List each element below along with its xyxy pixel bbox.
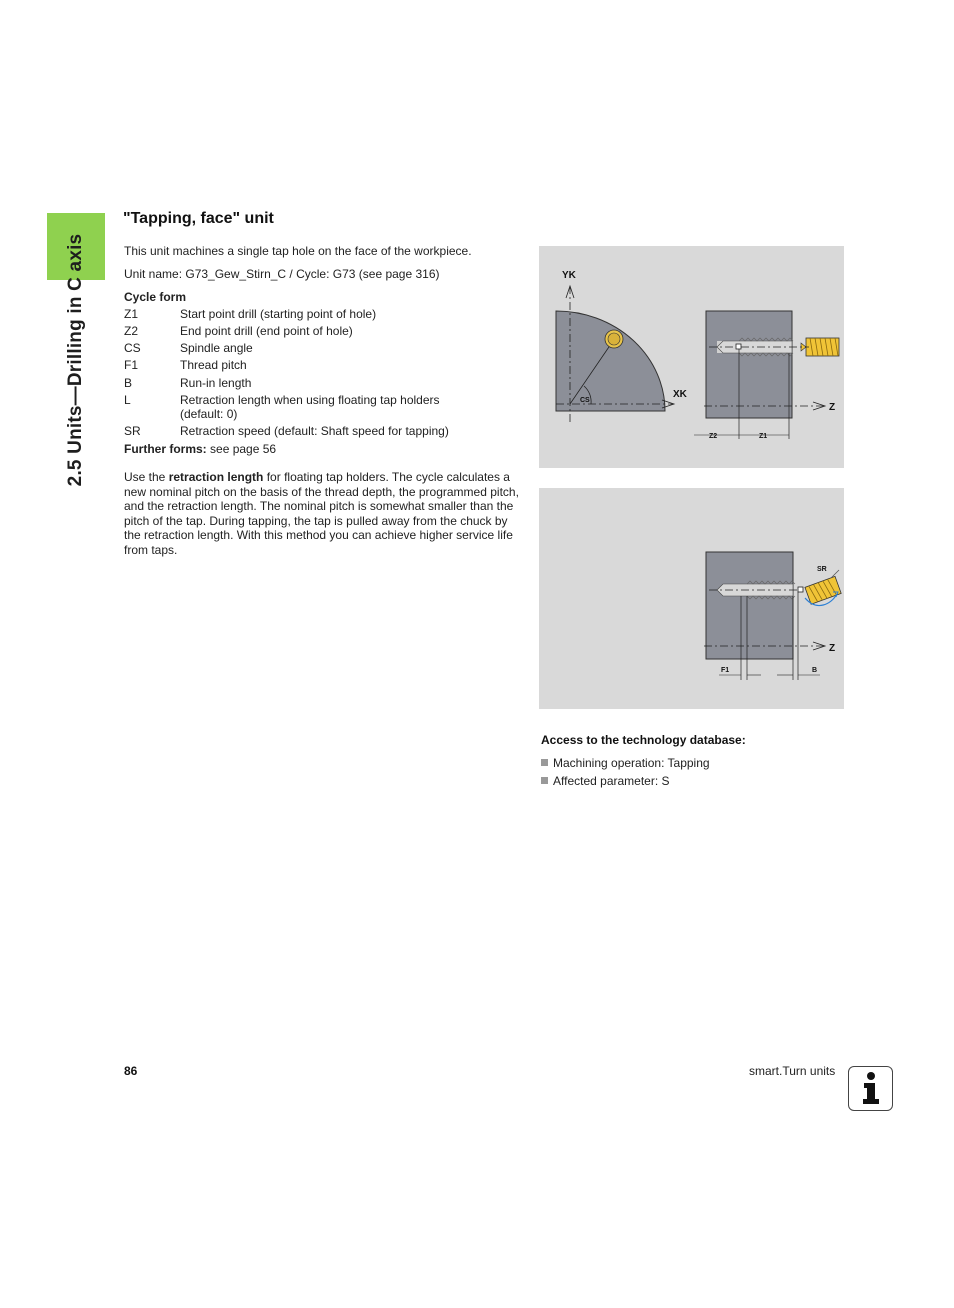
intro-text: This unit machines a single tap hole on the face of the workpiece. — [124, 244, 472, 258]
footer-chapter: smart.Turn units — [749, 1064, 836, 1078]
further-forms-link[interactable]: see page 56 — [210, 442, 277, 456]
param-code: B — [124, 376, 133, 390]
label-b: B — [812, 667, 818, 674]
param-desc: Start point drill (starting point of hole) — [180, 307, 377, 321]
param-code: CS — [124, 341, 141, 355]
label-z: Z — [829, 402, 836, 413]
figure-2-drawing — [539, 488, 844, 709]
label-xk: XK — [673, 389, 687, 400]
para-bold: retraction length — [168, 470, 264, 484]
figure-tapping-retraction — [539, 488, 844, 709]
label-z2: Z2 — [709, 433, 718, 440]
cycle-form-title: Cycle form — [124, 290, 187, 304]
unit-name-text: Unit name: G73_Gew_Stirn_C / Cycle: G73 (see page 316) — [124, 267, 440, 281]
label-cs: CS — [580, 397, 590, 404]
list-item-text: Machining operation: Tapping — [553, 756, 710, 770]
param-desc: Spindle angle — [180, 341, 253, 355]
label-sr: SR — [817, 566, 827, 573]
para-prefix: Use the — [124, 470, 169, 484]
para-rest: for floating tap holders. The cycle calculates a new nominal pitch on the basis of the thread depth, the programmed pitch, and the retraction length. The nominal pitch is somewhat smaller than the pitch of the tap. During tapping, the tap is pulled away from the chuck by the retraction length. With this method you can achieve higher service life from taps. — [124, 470, 519, 557]
section-title: "Tapping, face" unit — [123, 210, 274, 227]
param-code: L — [124, 393, 131, 407]
page-number: 86 — [124, 1064, 138, 1078]
retraction-paragraph — [124, 470, 522, 557]
list-item-text: Affected parameter: S — [553, 774, 670, 788]
param-desc: Retraction speed (default: Shaft speed for tapping) — [180, 424, 449, 438]
label-yk: YK — [562, 270, 576, 281]
label-z: Z — [829, 643, 836, 654]
bullet-square-icon — [541, 759, 548, 766]
further-forms — [124, 442, 276, 457]
param-code: F1 — [124, 358, 139, 372]
param-desc: End point drill (end point of hole) — [180, 324, 353, 338]
info-icon — [848, 1066, 893, 1111]
side-section-title: 2.5 Units—Drilling in C axis — [65, 233, 86, 487]
label-z1: Z1 — [759, 433, 768, 440]
param-desc: Retraction length when using floating tap holders (default: 0) — [180, 393, 440, 421]
further-forms-label: Further forms: — [124, 442, 207, 456]
label-f1: F1 — [721, 667, 730, 674]
info-glyph — [849, 1067, 892, 1110]
param-desc: Thread pitch — [180, 358, 247, 372]
param-code: SR — [124, 424, 141, 438]
figure-tapping-face — [539, 246, 844, 468]
param-code: Z2 — [124, 324, 139, 338]
bullet-square-icon — [541, 777, 548, 784]
param-desc: Run-in length — [180, 376, 252, 390]
access-title: Access to the technology database: — [541, 733, 746, 747]
param-code: Z1 — [124, 307, 139, 321]
figure-1-drawing — [539, 246, 844, 468]
list-item — [541, 774, 670, 788]
list-item — [541, 756, 710, 770]
